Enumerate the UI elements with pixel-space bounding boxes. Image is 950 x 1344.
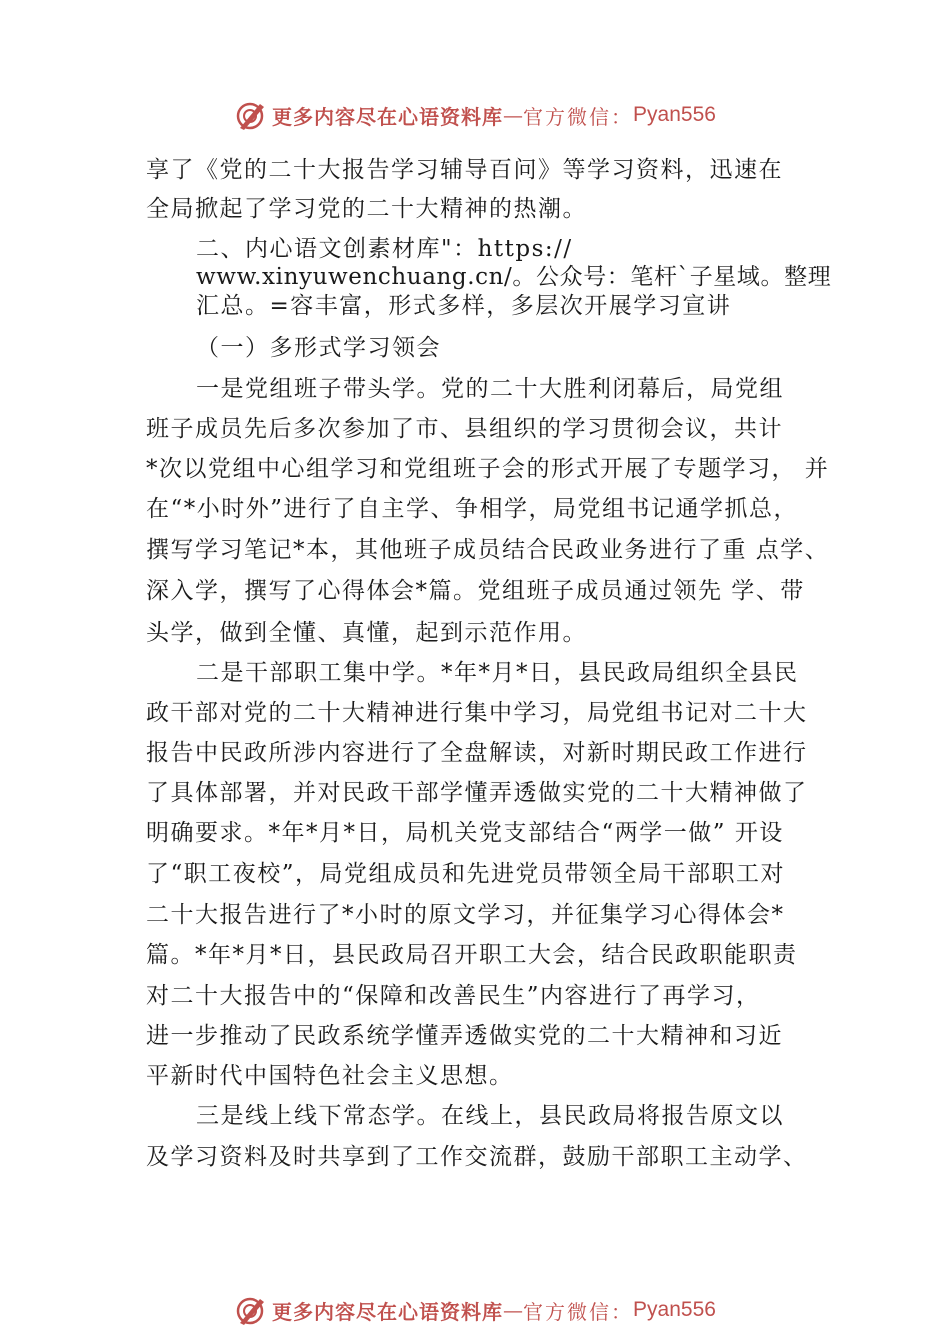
- section-heading-line: 二、内心语文创素材库"：https://: [196, 236, 573, 262]
- banner-wechat-label: 官方微信：: [523, 104, 634, 129]
- header-banner: [0, 95, 950, 135]
- paragraph-line: 平新时代中国特色社会主义思想。: [146, 1063, 514, 1089]
- paragraph-line: 二十大报告进行了*小时的原文学习，并征集学习心得体会*: [146, 902, 785, 928]
- paragraph-line: 及学习资料及时共享到了工作交流群，鼓励干部职工主动学、: [146, 1144, 808, 1170]
- paragraph-line: 享了《党的二十大报告学习辅导百问》等学习资料，迅速在: [146, 157, 783, 183]
- paragraph-line: 班子成员先后多次参加了市、县组织的学习贯彻会议，共计: [146, 416, 783, 442]
- paragraph-line: 明确要求。*年*月*日，局机关党支部结合“两学一做” 开设: [146, 820, 784, 846]
- paragraph-line: 政干部对党的二十大精神进行集中学习，局党组书记对二十大: [146, 700, 808, 726]
- paragraph-line: 撰写学习笔记*本，其他班子成员结合民政业务进行了重 点学、: [146, 537, 830, 563]
- subsection-heading: （一）多形式学习领会: [196, 335, 441, 361]
- section-heading-line: 汇总。=容丰富，形式多样，多层次开展学习宣讲: [196, 293, 732, 319]
- paragraph-line: 头学，做到全懂、真懂，起到示范作用。: [146, 620, 587, 646]
- paragraph-line: 深入学，撰写了心得体会*篇。党组班子成员通过领先 学、带: [146, 578, 805, 604]
- banner-wechat-id: Pyan556: [633, 103, 716, 126]
- paragraph-line: 了“职工夜校”，局党组成员和先进党员带领全局干部职工对: [146, 861, 786, 887]
- paragraph-line: 对二十大报告中的“保障和改善民生”内容进行了再学习，: [146, 983, 761, 1009]
- banner-separator: —: [503, 103, 524, 127]
- paragraph-line: *次以党组中心组学习和党组班子会的形式开展了专题学习， 并: [146, 456, 830, 482]
- paragraph-line: 篇。*年*月*日，县民政局召开职工大会，结合民政职能职责: [146, 942, 798, 968]
- banner-separator: —: [503, 1298, 524, 1322]
- pen-seal-logo-icon: [234, 1293, 268, 1327]
- banner-site-name: 更多内容尽在心语资料库: [272, 1299, 504, 1324]
- banner-wechat-label: 官方微信：: [523, 1299, 634, 1324]
- banner-wechat-id: Pyan556: [633, 1298, 716, 1321]
- pen-seal-logo-icon: [234, 98, 268, 132]
- section-heading-line: www.xinyuwenchuang.cn/。公众号：笔杆`子星域。整理: [196, 264, 832, 290]
- paragraph-line: 二是干部职工集中学。*年*月*日，县民政局组织全县民: [196, 660, 799, 686]
- paragraph-line: 在“*小时外”进行了自主学、争相学，局党组书记通学抓总，: [146, 496, 799, 522]
- paragraph-line: 三是线上线下常态学。在线上，县民政局将报告原文以: [196, 1103, 784, 1129]
- paragraph-line: 全局掀起了学习党的二十大精神的热潮。: [146, 196, 587, 222]
- paragraph-line: 报告中民政所涉内容进行了全盘解读，对新时期民政工作进行: [146, 740, 808, 766]
- banner-site-name: 更多内容尽在心语资料库: [272, 104, 504, 129]
- paragraph-line: 进一步推动了民政系统学懂弄透做实党的二十大精神和习近: [146, 1023, 783, 1049]
- paragraph-line: 了具体部署，并对民政干部学懂弄透做实党的二十大精神做了: [146, 780, 808, 806]
- footer-banner: [0, 1290, 950, 1330]
- paragraph-line: 一是党组班子带头学。党的二十大胜利闭幕后，局党组: [196, 376, 784, 402]
